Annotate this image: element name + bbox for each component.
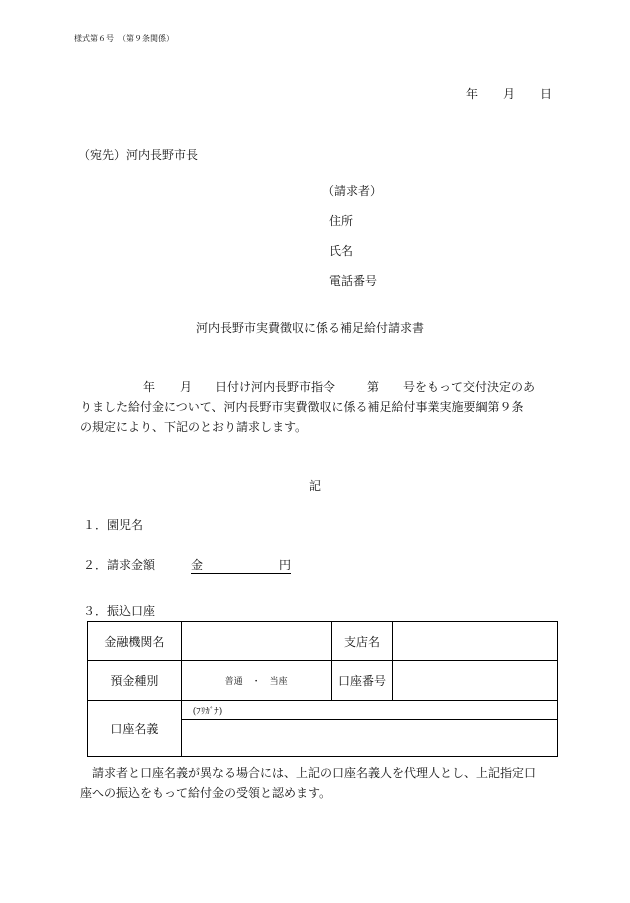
addressee: （宛先）河内長野市長	[78, 148, 199, 162]
deposit-type-options[interactable]: 普通 ・ 当座	[181, 661, 331, 701]
account-table	[87, 621, 558, 757]
deposit-type-label-cell: 預金種別	[88, 661, 182, 701]
item-account-heading: ３．振込口座	[83, 604, 156, 618]
intro-year: 年	[143, 380, 156, 394]
document-title: 河内長野市実費徴収に係る補足給付請求書	[196, 321, 425, 335]
intro-dated: 日付け河内長野市指令	[215, 380, 336, 394]
ki-mark: 記	[309, 479, 322, 493]
amount-prefix: 金	[191, 558, 204, 572]
claimant-name-label: 氏名	[329, 244, 354, 258]
intro-line3: の規定により、下記のとおり請求します。	[80, 420, 308, 434]
intro-line2: りました給付金について、河内長野市実費徴収に係る補足給付事業実施要綱第９条	[80, 400, 524, 414]
item-child-name: １．園児名	[83, 518, 144, 532]
footer-note-line1: 請求者と口座名義が異なる場合には、上記の口座名義人を代理人とし、上記指定口	[92, 766, 537, 780]
account-number-value-cell[interactable]	[393, 661, 558, 701]
intro-dai: 第	[367, 380, 380, 394]
amount-field	[191, 556, 291, 574]
amount-suffix: 円	[278, 558, 291, 572]
bank-value-cell[interactable]	[181, 622, 331, 661]
furigana-label: (ﾌﾘｶﾞﾅ)	[192, 706, 223, 717]
item-amount-label: ２．請求金額	[83, 558, 156, 572]
furigana-cell[interactable]	[181, 701, 557, 720]
form-number: 様式第６号 （第９条関係）	[74, 34, 174, 43]
amount-underline	[191, 556, 291, 574]
claimant-address-label: 住所	[329, 214, 354, 228]
holder-value-cell[interactable]	[181, 720, 557, 757]
intro-month: 月	[180, 380, 193, 394]
date-month-label: 月	[503, 87, 516, 101]
date-day-label: 日	[540, 87, 553, 101]
date-year-label: 年	[466, 87, 479, 101]
account-number-label-cell: 口座番号	[331, 661, 393, 701]
branch-label-cell: 支店名	[331, 622, 393, 661]
branch-value-cell[interactable]	[393, 622, 558, 661]
claimant-phone-label: 電話番号	[329, 274, 378, 288]
holder-label-cell: 口座名義	[88, 701, 182, 757]
intro-rest-line1: 号をもって交付決定のあ	[403, 380, 536, 394]
footer-note-line2: 座への振込をもって給付金の受領と認めます。	[80, 786, 332, 800]
bank-label-cell: 金融機関名	[88, 622, 182, 661]
claimant-heading: （請求者）	[322, 184, 383, 198]
